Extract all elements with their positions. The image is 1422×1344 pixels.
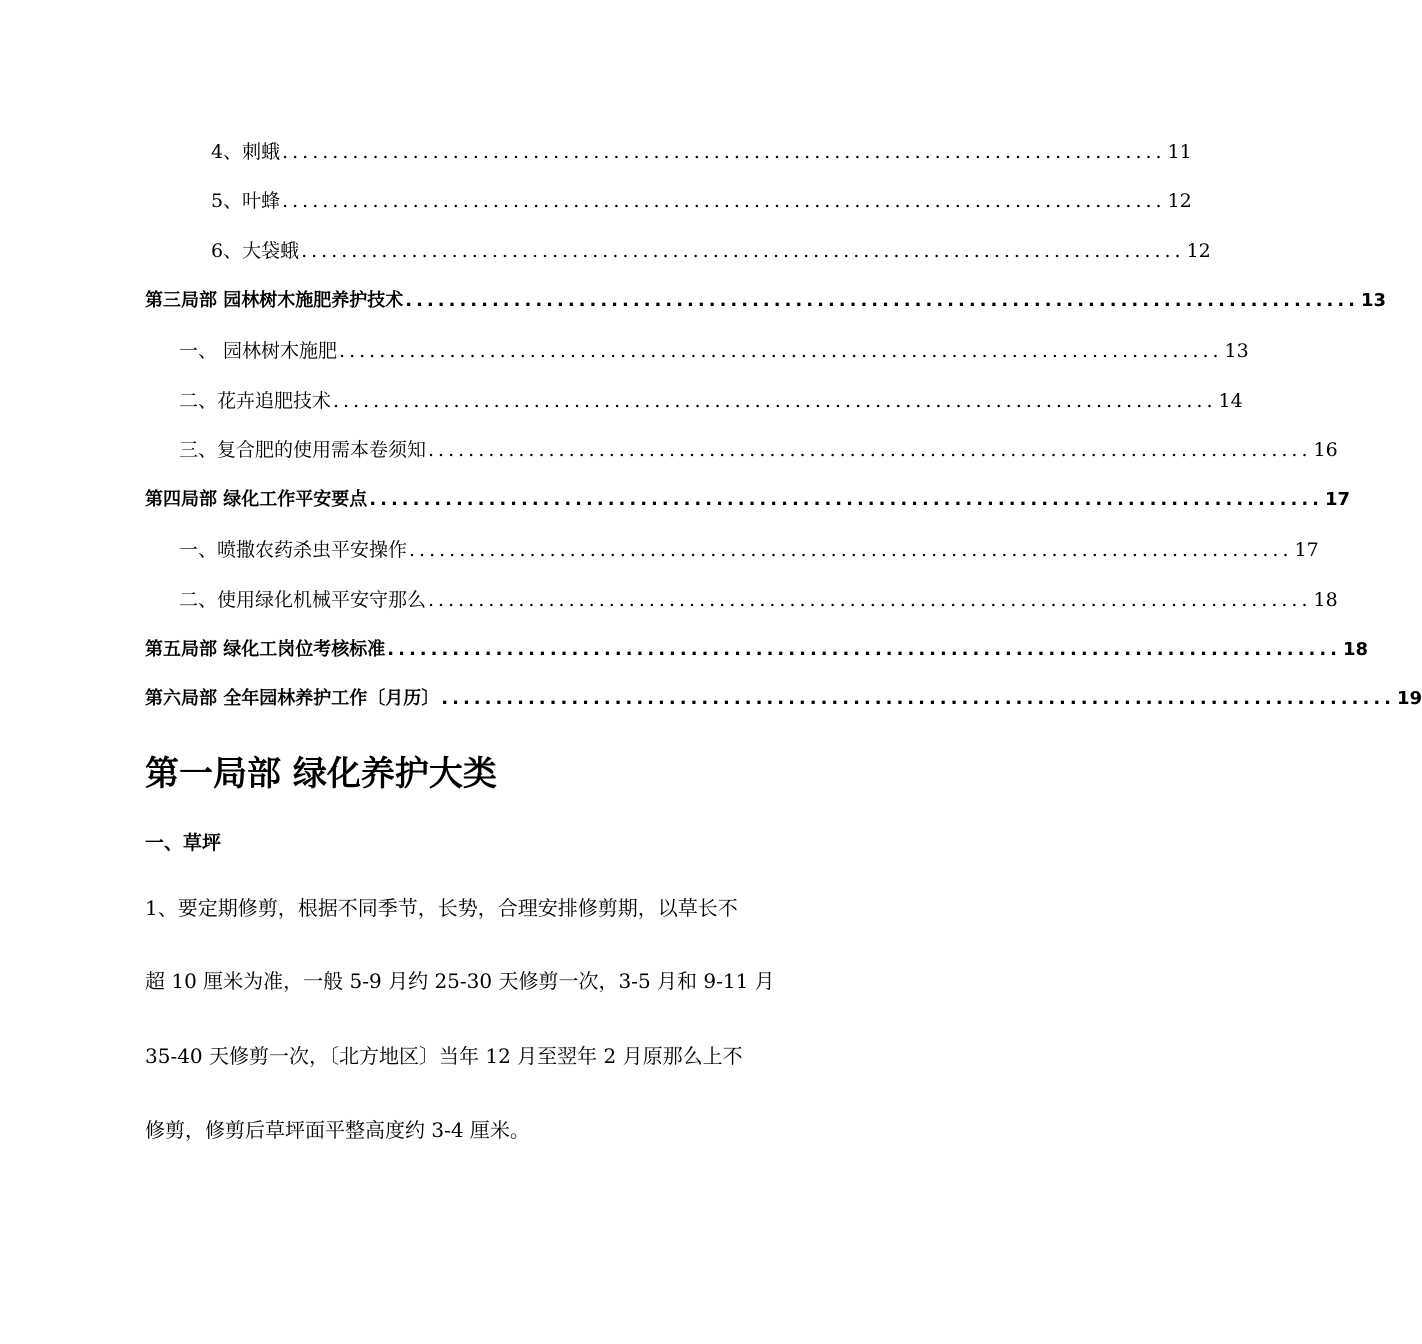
toc-entry[interactable] (145, 286, 1387, 316)
toc-entry[interactable] (145, 336, 1249, 366)
toc-entry-title: 一、喷撒农药杀虫平安操作 (179, 539, 408, 561)
toc-leader-dots: ........................................................................................ (369, 489, 1323, 510)
toc-entry-title: 4、刺蛾 (211, 141, 281, 163)
toc-entry-title: 一、 园林树木施肥 (179, 340, 338, 362)
toc-leader-dots: ........................................................................................ (409, 539, 1293, 561)
toc-page-number: 12 (1167, 190, 1192, 212)
paragraph-line: 35-40 天修剪一次，〔北方地区〕当年 12 月至翌年 2 月原那么上不 (145, 1044, 743, 1068)
toc-leader-dots: ........................................................................................ (282, 190, 1166, 212)
toc-leader-dots: ........................................................................................ (428, 589, 1312, 611)
toc-entry[interactable] (145, 386, 1243, 416)
subsection-heading: 一、草坪 (145, 832, 222, 854)
toc-leader-dots: ........................................................................................ (441, 688, 1395, 709)
toc-entry-title: 5、叶蜂 (211, 190, 281, 212)
toc-entry[interactable] (145, 186, 1192, 216)
toc-leader-dots: ........................................................................................ (301, 240, 1185, 262)
toc-entry-title: 第五局部 绿化工岗位考核标准 (145, 639, 386, 660)
toc-entry[interactable] (145, 684, 1422, 714)
toc-entry[interactable] (145, 535, 1319, 565)
toc-page-number: 17 (1325, 489, 1351, 510)
toc-page-number: 13 (1224, 340, 1249, 362)
toc-entry-title: 二、花卉追肥技术 (179, 390, 332, 412)
toc-page-number: 11 (1167, 141, 1192, 163)
toc-entry[interactable] (145, 485, 1351, 515)
toc-leader-dots: ........................................................................................ (333, 390, 1217, 412)
toc-leader-dots: ........................................................................................ (282, 141, 1166, 163)
paragraph-line: 1、要定期修剪，根据不同季节，长势，合理安排修剪期，以草长不 (145, 896, 738, 920)
toc-entry-title: 二、使用绿化机械平安守那么 (179, 589, 427, 611)
toc-entry-title: 第三局部 园林树木施肥养护技术 (145, 290, 404, 311)
toc-page-number: 13 (1361, 290, 1387, 311)
toc-leader-dots: ........................................................................................ (428, 439, 1312, 461)
toc-leader-dots: ........................................................................................ (405, 290, 1359, 311)
toc-entry-title: 6、大袋蛾 (211, 240, 300, 262)
toc-entry[interactable] (145, 236, 1211, 266)
toc-page-number: 17 (1294, 539, 1319, 561)
section-heading: 第一局部 绿化养护大类 (145, 754, 497, 794)
paragraph-line: 修剪，修剪后草坪面平整高度约 3-4 厘米。 (145, 1118, 530, 1142)
toc-leader-dots: ........................................................................................ (387, 639, 1341, 660)
toc-entry[interactable] (145, 435, 1338, 465)
toc-entry[interactable] (145, 635, 1369, 665)
toc-page-number: 18 (1313, 589, 1338, 611)
toc-page-number: 18 (1343, 639, 1369, 660)
toc-entry-title: 第六局部 全年园林养护工作〔月历〕 (145, 688, 440, 709)
toc-page-number: 12 (1186, 240, 1211, 262)
toc-entry-title: 第四局部 绿化工作平安要点 (145, 489, 368, 510)
toc-page-number: 14 (1218, 390, 1243, 412)
toc-entry-title: 三、复合肥的使用需本卷须知 (179, 439, 427, 461)
toc-page-number: 19 (1397, 688, 1422, 709)
toc-entry[interactable] (145, 585, 1338, 615)
toc-leader-dots: ........................................................................................ (339, 340, 1223, 362)
toc-page-number: 16 (1313, 439, 1338, 461)
paragraph-line: 超 10 厘米为准，一般 5-9 月约 25-30 天修剪一次，3-5 月和 9-11 月 (145, 969, 775, 993)
toc-entry[interactable] (145, 137, 1192, 167)
